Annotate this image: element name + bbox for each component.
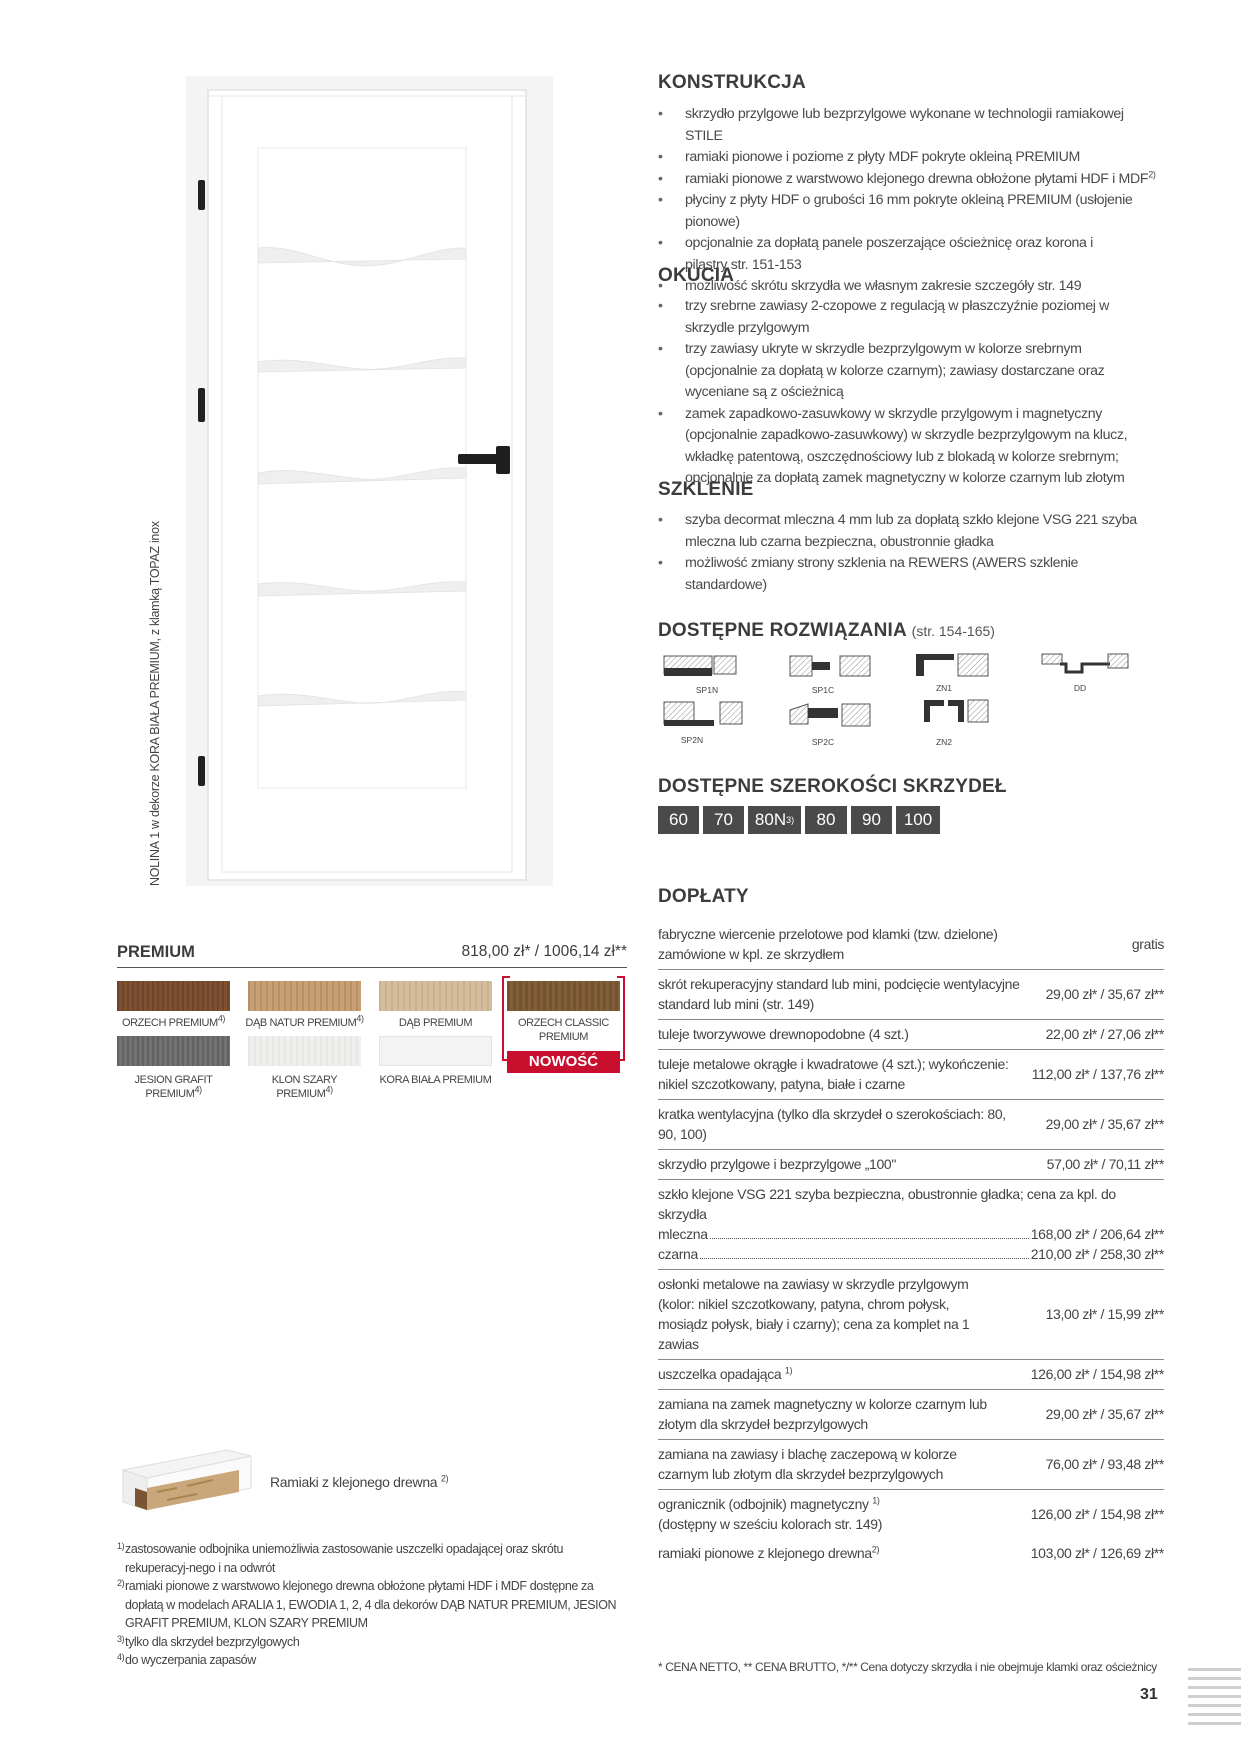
solution-label: ZN2	[935, 737, 953, 747]
swatch-jesion-grafit-premium	[117, 1036, 230, 1066]
surcharge-desc: zamiana na zamek magnetyczny w kolorze czarnym lub złotym dla skrzydeł bezprzylgowych	[658, 1390, 1023, 1440]
surcharge-desc: tuleje tworzywowe drewnopodobne (4 szt.)	[658, 1020, 1023, 1050]
swatch-dab-premium	[379, 981, 492, 1011]
list-item: • trzy srebrne zawiasy 2-czopowe z regulacją w płaszczyźnie poziomej w skrzydle przylgowym	[658, 296, 1153, 339]
stripe	[1188, 1713, 1241, 1716]
solutions-pages: (str. 154-165)	[911, 623, 995, 639]
list-item: • zamek zapadkowo-zasuwkowy w skrzydle przylgowym i magnetyczny (opcjonalnie zapadkowo-zasuwkowy) w skrzydle bezprzylgowym na klucz, wkładkę patentową, oszczędnościowy lub z blokadą w kolorze srebrnym; opcjonalnie za dopłatą zamek magnetyczny w kolorze czarnym lub złotym	[658, 404, 1153, 490]
wood-profile-illustration	[117, 1448, 257, 1526]
surcharges-table	[658, 920, 1164, 1568]
width-label: 100	[903, 810, 933, 829]
dot-leader	[710, 1238, 1029, 1239]
table-row	[658, 1440, 1164, 1490]
swatch-name: JESION GRAFIT PREMIUM	[134, 1074, 213, 1100]
solutions-title	[658, 620, 995, 642]
table-row	[658, 1490, 1164, 1540]
surcharge-desc: kratka wentylacyjna (tylko dla skrzydeł o szerokościach: 80, 90, 100)	[658, 1100, 1023, 1150]
footnote: 3) tylko dla skrzydeł bezprzylgowych	[117, 1633, 300, 1649]
swatch-label	[112, 1013, 235, 1030]
szklenie-list	[658, 510, 1163, 596]
list-item: • możliwość skrótu skrzydła we własnym zakresie szczegóły str. 149	[658, 276, 1158, 298]
wood-label-text: Ramiaki z klejonego drewna	[270, 1474, 438, 1490]
swatch-name: ORZECH PREMIUM	[121, 1017, 218, 1029]
surcharge-price: gratis	[1131, 936, 1164, 952]
swatch-label	[243, 1073, 366, 1101]
surcharge-desc: osłonki metalowe na zawiasy w skrzydle przylgowym (kolor: nikiel szczotkowany, patyna, chrom połysk, mosiądz połysk, biały i czarny); cena za komplet na 1 zawias	[658, 1270, 1023, 1360]
glass-cell	[658, 1180, 1164, 1270]
stripe	[1188, 1677, 1241, 1680]
stripe	[1188, 1668, 1241, 1671]
door-illustration	[186, 76, 553, 886]
solution-label: SP1C	[811, 685, 835, 695]
new-badge: NOWOŚĆ	[507, 1051, 620, 1073]
surcharge-price: 126,00 zł* / 154,98 zł**	[1023, 1490, 1164, 1540]
solution-sp1c	[788, 654, 878, 695]
swatch-orzech-classic-premium	[507, 981, 620, 1011]
width-label: 70	[714, 810, 733, 829]
table-row-glass	[658, 1180, 1164, 1270]
width-chip: 80N 3)	[748, 806, 801, 834]
dot-leader	[700, 1258, 1029, 1259]
list-item: • trzy zawiasy ukryte w skrzydle bezprzylgowym w kolorze srebrnym (opcjonalnie za dopłatą w kolorze czarnym); zawiasy dostarczane oraz wyceniane są z ościeżnicą	[658, 339, 1153, 404]
list-item: • opcjonalnie za dopłatą panele poszerzające ościeżnicę oraz korona i pilastry str. 151-153	[658, 233, 1158, 276]
swatch-label: KORA BIAŁA PREMIUM	[379, 1074, 492, 1086]
table-row	[658, 1390, 1164, 1440]
solution-dd	[1040, 652, 1130, 693]
swatch-dab-natur-premium	[248, 981, 361, 1011]
list-item: • ramiaki pionowe i poziome z płyty MDF pokryte okleiną PREMIUM	[658, 147, 1158, 169]
surcharge-price: 22,00 zł* / 27,06 zł**	[1023, 1020, 1164, 1050]
glass-black-row	[658, 1244, 1164, 1264]
table-row	[658, 1539, 1164, 1568]
footnote: 1) zastosowanie odbojnika uniemożliwia zastosowanie uszczelki opadającej oraz skrótu rekuperacyj-nego i na odwrót	[117, 1541, 563, 1575]
swatch-orzech-premium	[117, 981, 230, 1011]
swatch-name: DĄB NATUR PREMIUM	[245, 1017, 357, 1029]
swatch-label	[243, 1013, 366, 1030]
footnote-text: tylko dla skrzydeł bezprzylgowych	[125, 1634, 300, 1649]
new-frame-tick	[617, 976, 625, 978]
swatch-kora-biala-premium	[379, 1036, 492, 1066]
swatch-label	[374, 1016, 497, 1030]
table-row	[658, 1100, 1164, 1150]
list-item: • skrzydło przylgowe lub bezprzylgowe wykonane w technologii ramiakowej STILE	[658, 104, 1158, 147]
widths-chips	[658, 806, 944, 834]
footnote-text: do wyczerpania zapasów	[125, 1653, 256, 1667]
table-row	[658, 1150, 1164, 1180]
surcharge-price: 29,00 zł* / 35,67 zł**	[1023, 1390, 1164, 1440]
width-chip	[851, 806, 892, 834]
price-note: * CENA NETTO, ** CENA BRUTTO, */** Cena dotyczy skrzydła i nie obejmuje klamki oraz ościeżnicy	[658, 1660, 1157, 1674]
swatch-label	[107, 1073, 240, 1101]
szklenie-title: SZKLENIE	[658, 479, 754, 500]
solution-zn1	[914, 652, 1004, 693]
surcharge-desc	[658, 1539, 1023, 1568]
solution-label: SP2N	[680, 735, 704, 745]
widths-title: DOSTĘPNE SZEROKOŚCI SKRZYDEŁ	[658, 776, 1007, 797]
glass-desc: szkło klejone VSG 221 szyba bezpieczna, obustronnie gładka; cena za kpl. do skrzydła	[658, 1186, 1116, 1222]
list-item: • możliwość zmiany strony szklenia na REWERS (AWERS szklenie standardowe)	[658, 553, 1163, 596]
solution-label: SP1N	[695, 685, 719, 695]
solution-sp1n	[662, 654, 752, 695]
surcharge-desc: skrzydło przylgowe i bezprzylgowe „100"	[658, 1150, 1023, 1180]
list-item	[658, 169, 1158, 191]
table-row	[658, 1360, 1164, 1390]
surcharge-desc: zamiana na zawiasy i blachę zaczepową w kolorze czarnym lub złotym dla skrzydeł bezprzylgowych	[658, 1440, 1023, 1490]
stripe	[1188, 1695, 1241, 1698]
solutions-title-text: DOSTĘPNE ROZWIĄZANIA	[658, 620, 907, 641]
solution-sp2c	[788, 702, 878, 747]
width-label: 80	[816, 810, 836, 829]
glass-black-label: czarna	[658, 1246, 698, 1262]
page-number: 31	[1140, 1686, 1158, 1703]
table-row	[658, 1050, 1164, 1100]
glass-black-price: 210,00 zł* / 258,30 zł**	[1030, 1246, 1164, 1262]
footnote-ref: 1)	[872, 1495, 880, 1506]
item-text: ramiaki pionowe z warstwowo klejonego drewna obłożone płytami HDF i MDF	[685, 170, 1149, 187]
footnote-ref: 1)	[784, 1365, 793, 1376]
door-image-panel	[186, 76, 553, 886]
surcharge-desc	[658, 1490, 1023, 1540]
new-frame-tick	[502, 976, 510, 978]
swatch-name: DĄB PREMIUM	[398, 1017, 473, 1029]
surcharge-price: 29,00 zł* / 35,67 zł**	[1023, 970, 1164, 1020]
footnote-ref: 2)	[1148, 168, 1156, 179]
stripe	[1188, 1722, 1241, 1725]
table-row	[658, 1020, 1164, 1050]
swatch-klon-szary-premium	[248, 1036, 361, 1066]
page-edge-stripes	[1188, 1668, 1241, 1725]
zn1-diagram	[914, 652, 1004, 696]
surcharge-price: 112,00 zł* / 137,76 zł**	[1023, 1050, 1164, 1100]
solution-zn2	[914, 698, 1004, 747]
surcharge-desc: skrót rekuperacyjny standard lub mini, podcięcie wentylacyjne standard lub mini (str. 149)	[658, 970, 1023, 1020]
desc-text: ramiaki pionowe z klejonego drewna	[658, 1545, 872, 1561]
premium-price: 818,00 zł* / 1006,14 zł**	[461, 943, 627, 960]
solution-label: DD	[1073, 683, 1087, 693]
footnotes	[117, 1540, 627, 1670]
surcharge-desc	[658, 1360, 1023, 1390]
desc-line-2: (dostępny w sześciu kolorach str. 149)	[658, 1516, 883, 1532]
width-label: 80N	[754, 810, 787, 829]
glass-milky-label: mleczna	[658, 1226, 708, 1242]
width-label: 90	[862, 810, 881, 829]
okucia-list	[658, 296, 1153, 490]
okucia-title: OKUCIA	[658, 265, 735, 286]
desc-text: uszczelka opadająca	[658, 1366, 782, 1382]
premium-header	[117, 943, 627, 968]
width-chip	[658, 806, 699, 834]
premium-title: PREMIUM	[117, 943, 195, 961]
footnote-ref: 2)	[440, 1473, 449, 1484]
footnote-text: ramiaki pionowe z warstwowo klejonego drewna obłożone płytami HDF i MDF dostępne za dopłatą w modelach ARALIA 1, EWODIA 1, 2, 4 dla dekorów DĄB NATUR PREMIUM, JESION GRAFIT PREMIUM, KLON SZARY PREMIUM	[125, 1579, 617, 1630]
table-row	[658, 1270, 1164, 1360]
footnote: 2) ramiaki pionowe z warstwowo klejonego drewna obłożone płytami HDF i MDF dostępne za dopłatą w modelach ARALIA 1, EWODIA 1, 2, 4 dla dekorów DĄB NATUR PREMIUM, JESION GRAFIT PREMIUM, KLON SZARY PREMIUM	[117, 1578, 617, 1630]
table-row	[658, 970, 1164, 1020]
konstrukcja-title: KONSTRUKCJA	[658, 72, 806, 93]
sp2n-diagram	[662, 700, 752, 744]
desc-line-1	[658, 1494, 1023, 1514]
width-chip	[805, 806, 847, 834]
solution-sp2n	[662, 700, 752, 745]
footnote-ref: 4)	[217, 1013, 226, 1024]
footnote-text: zastosowanie odbojnika uniemożliwia zastosowanie uszczelki opadającej oraz skrótu rekuperacyj-nego i na odwrót	[125, 1542, 563, 1575]
width-chip	[703, 806, 744, 834]
door-caption: NOLINA 1 w dekorze KORA BIAŁA PREMIUM, z klamką TOPAZ inox	[148, 521, 162, 886]
surcharge-price: 13,00 zł* / 15,99 zł**	[1023, 1270, 1164, 1360]
list-item: • płyciny z płyty HDF o grubości 16 mm pokryte okleiną PREMIUM (usłojenie pionowe)	[658, 190, 1158, 233]
surcharge-price: 126,00 zł* / 154,98 zł**	[1023, 1360, 1164, 1390]
width-label: 60	[669, 810, 688, 829]
wood-sample-image	[117, 1448, 257, 1526]
glass-milky-row	[658, 1224, 1164, 1244]
footnote-ref: 4)	[194, 1084, 202, 1095]
surcharge-price: 57,00 zł* / 70,11 zł**	[1023, 1150, 1164, 1180]
surcharge-price: 103,00 zł* / 126,69 zł**	[1030, 1545, 1164, 1561]
footnote-ref: 4)	[356, 1013, 364, 1024]
surcharge-desc: tuleje metalowe okrągłe i kwadratowe (4 szt.); wykończenie: nikiel szczotkowany, patyna, białe i czarne	[658, 1050, 1023, 1100]
surcharge-price: 29,00 zł* / 35,67 zł**	[1023, 1100, 1164, 1150]
list-item: • szyba decormat mleczna 4 mm lub za dopłatą szkło klejone VSG 221 szyba mleczna lub czarna bezpieczna, obustronnie gładka	[658, 510, 1163, 553]
footnote-ref: 4)	[325, 1084, 333, 1095]
stripe	[1188, 1686, 1241, 1689]
table-row	[658, 920, 1164, 970]
surcharge-desc: fabryczne wiercenie przelotowe pod klamki (tzw. dzielone) zamówione w kpl. ze skrzydłem	[658, 926, 998, 962]
stripe	[1188, 1704, 1241, 1707]
footnote-ref: 2)	[871, 1544, 880, 1555]
desc-text: ogranicznik (odbojnik) magnetyczny	[658, 1496, 869, 1512]
swatch-label: ORZECH CLASSIC PREMIUM	[518, 1017, 609, 1043]
width-chip	[896, 806, 940, 834]
swatch-name: KLON SZARY PREMIUM	[271, 1074, 338, 1100]
zn2-diagram	[914, 698, 1004, 742]
footnote: 4) do wyczerpania zapasów	[117, 1652, 256, 1667]
solution-label: ZN1	[935, 683, 953, 693]
surcharges-title: DOPŁATY	[658, 886, 749, 907]
solution-label: SP2C	[811, 737, 835, 747]
glass-milky-price: 168,00 zł* / 206,64 zł**	[1030, 1226, 1164, 1242]
surcharge-price: 76,00 zł* / 93,48 zł**	[1023, 1440, 1164, 1490]
wood-label	[270, 1474, 448, 1490]
